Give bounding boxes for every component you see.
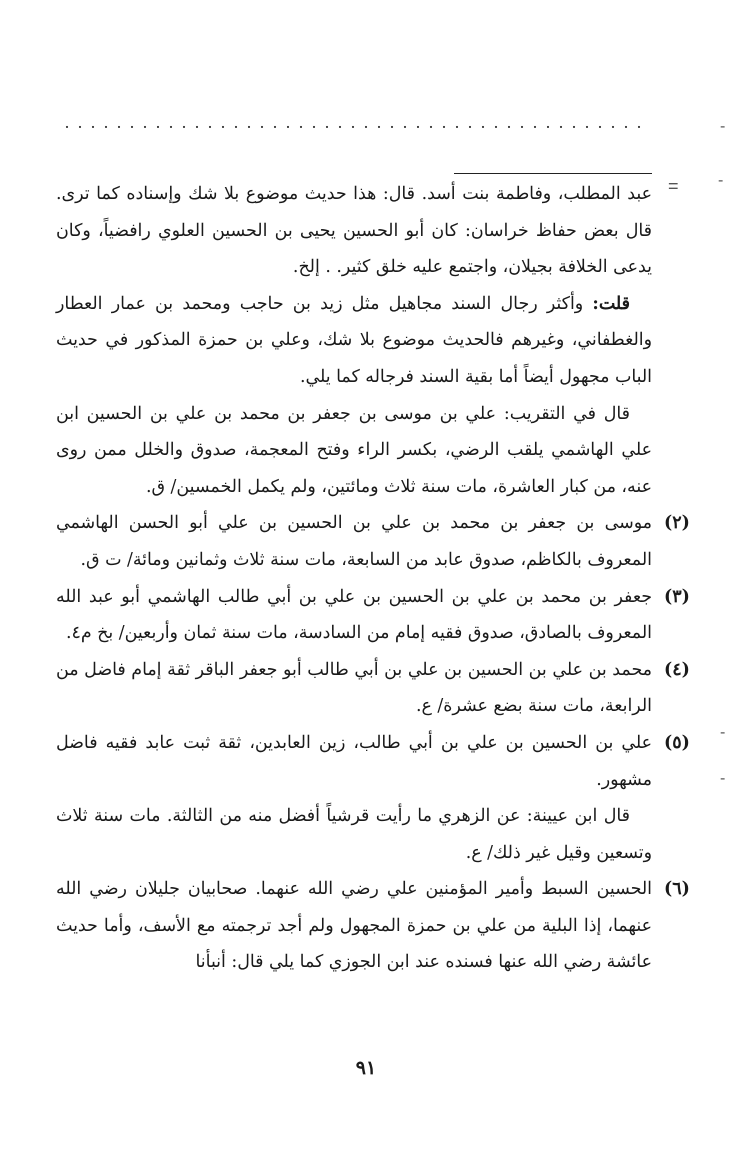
page-body [56,176,690,981]
entry-number: (٦) [664,879,690,900]
margin-tick: - [720,724,726,741]
paragraph [56,286,652,396]
entry-number: (٢) [664,513,690,534]
margin-equals-mark: = [668,176,679,196]
page-number: ٩١ [355,1057,377,1079]
margin-tick: - [718,172,724,189]
entry-4 [56,652,690,725]
entry-text: موسى بن جعفر بن محمد بن علي بن الحسين بن علي أبو الحسن الهاشمي المعروف بالكاظم، صدوق عابد من السابعة، مات سنة ثلاث وثمانين ومائة/ ت ق. [56,513,652,570]
entry-number: (٤) [664,659,690,680]
entry-3 [56,579,690,652]
paragraph: قال في التقريب: علي بن موسى بن جعفر بن محمد بن علي بن الحسين ابن علي الهاشمي يلقب الرضي، بكسر الراء وفتح المعجمة، صدوق والخلل ممن روى عنه، من كبار العاشرة، مات سنة ثلاث ومائتين، ولم يكمل الخمسين/ ق. [56,403,652,497]
entry-text: علي بن الحسين بن علي بن أبي طالب، زين العابدين، ثقة ثبت عابد فقيه فاضل مشهور. [56,732,652,790]
paragraph-lead: قلت: [592,293,630,314]
entry-text: محمد بن علي بن الحسين بن علي بن أبي طالب أبو جعفر الباقر ثقة إمام فاضل من الرابعة، مات سنة بضع عشرة/ ع. [56,659,652,717]
margin-tick: - [720,118,726,135]
paragraph: قال ابن عيينة: عن الزهري ما رأيت قرشياً أفضل منه من الثالثة. مات سنة ثلاث وتسعين وقيل غير ذلك/ ع. [56,806,652,863]
paragraph: عبد المطلب، وفاطمة بنت أسد. قال: هذا حديث موضوع بلا شك وإسناده كما ترى. قال بعض حفاظ خراسان: كان أبو الحسين يحيى بن الحسين العلوي رافضياً، وكان يدعى الخلافة بجيلان، واجتمع عليه خلق كثير. . إلخ. [56,184,652,278]
dotted-divider: . . . . . . . . . . . . . . . . . . . . . . . . . . . . . . . . . . . . . . . . . . . . . [64,112,644,132]
entry-text: جعفر بن محمد بن علي بن الحسين بن علي بن أبي طالب الهاشمي أبو عبد الله المعروف بالصادق، صدوق فقيه إمام من السادسة، مات سنة ثمان وأربعين/ بخ م٤. [56,586,652,644]
entry-text: الحسين السبط وأمير المؤمنين علي رضي الله عنهما. صحابيان جليلان رضي الله عنهما، إذا البلية من علي بن حمزة المجهول ولم أجد ترجمته مع الأسف، وأما حديث عائشة رضي الله عنها فسنده عند ابن الجوزي كما يلي قال: أنبأنا [56,879,652,973]
entry-number: (٣) [664,586,690,607]
paragraph-text: وأكثر رجال السند مجاهيل مثل زيد بن حاجب ومحمد بن عمار العطار والغطفاني، وغيرهم فالحديث موضوع بلا شك، وعلي بن حمزة المذكور في حديث الباب مجهول أيضاً أما بقية السند فرجاله كما يلي. [56,293,652,387]
entry-5 [56,725,690,798]
entry-number: (٥) [664,732,690,753]
entry-2 [56,505,690,578]
entry-6 [56,871,690,981]
footnote-rule [454,173,652,174]
margin-tick: - [720,770,726,787]
